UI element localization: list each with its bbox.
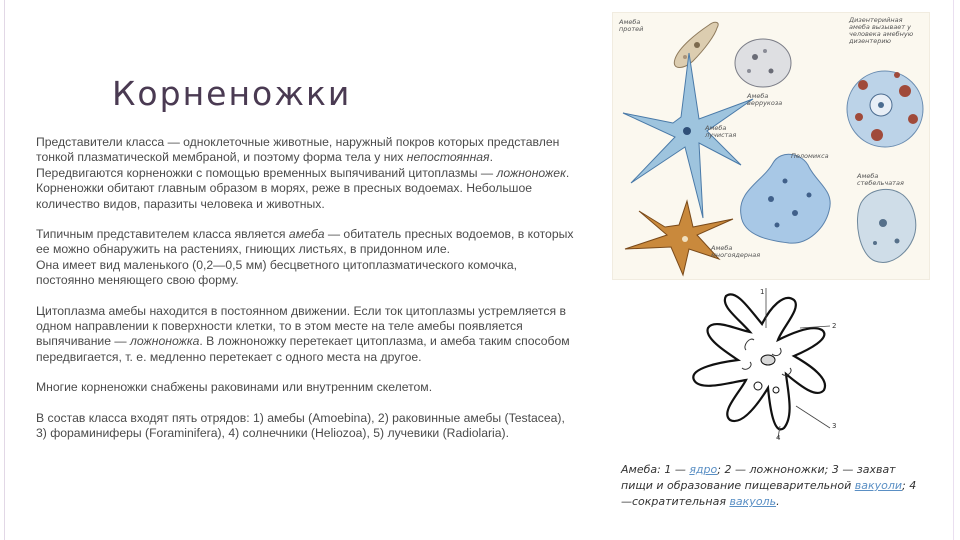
amoeba-proteus-drawing	[674, 22, 718, 67]
page-title: Корненожки	[112, 74, 352, 113]
dysentery-amoeba-drawing	[847, 71, 923, 147]
paragraph-1-text-a: Представители класса — одноклеточные животные, наружный покров которых представлен тонкой плазматической мембраной, и поэтому форма тела у них	[36, 135, 560, 165]
label-number-4: 4	[776, 434, 781, 442]
paragraph-4: Она имеет вид маленького (0,2—0,5 мм) бесцветного цитоплазматического комочка, постоянно меняющего свою форму.	[36, 257, 518, 288]
term-pseudopods: ложноножек	[496, 165, 566, 180]
term-amoeba: амеба	[288, 227, 325, 242]
paragraph-1-text-b: . Передвигаются корненожки с помощью временных выпячиваний цитоплазмы —	[36, 150, 497, 180]
label-number-1: 1	[760, 288, 765, 296]
paragraph-3	[36, 227, 576, 258]
term-pseudopod: ложноножка	[129, 334, 200, 349]
label-number-2: 2	[832, 322, 837, 330]
right-border-line	[953, 0, 954, 540]
label-amoeba-proteus: Амеба протей	[619, 18, 644, 33]
paragraph-6: Многие корненожки снабжены раковинами или внутренним скелетом.	[36, 380, 433, 395]
stalked-amoeba-drawing	[857, 189, 915, 262]
caption-text-4: .	[776, 495, 780, 508]
paragraph-3-text-a: Типичным представителем класса является	[36, 227, 289, 242]
label-amoeba-verrucosa: Амеба веррукоза	[747, 92, 783, 107]
term-non-constant: непостоянная	[406, 150, 490, 165]
paragraph-1-text-c: .	[565, 165, 570, 180]
link-vacuole[interactable]: вакуоли	[854, 479, 903, 492]
rhizopod-species-drawing	[613, 13, 929, 279]
amoeba-structure-drawing	[680, 288, 857, 446]
link-contractile-vacuole[interactable]: вакуоль	[729, 495, 777, 508]
paragraph-1	[36, 135, 576, 181]
link-nucleus[interactable]: ядро	[689, 463, 718, 476]
paragraph-5-text-a: Цитоплазма амебы находится в постоянном движении. Если ток цитоплазмы устремляется в одном направлении к поверхности клетки, то в этом месте на теле амебы появляется выпячивание —	[36, 303, 566, 349]
left-border-line	[4, 0, 5, 540]
rhizopod-species-illustration	[612, 12, 930, 280]
paragraph-2: Корненожки обитают главным образом в морях, реже в пресных водоемах. Небольшое количество видов, паразиты человека и животных.	[36, 181, 533, 211]
paragraph-3-text-b: — обитатель пресных водоемов, в которых ее можно обнаружить на растениях, гниющих листьях, в придонном иле.	[36, 227, 574, 257]
body-text	[36, 135, 576, 457]
paragraph-5	[36, 304, 576, 366]
label-number-3: 3	[832, 422, 837, 430]
caption-text-1: Амеба: 1 —	[621, 463, 690, 476]
figure-caption	[621, 462, 917, 510]
label-amoeba-stalk: Амеба стебельчатая	[857, 172, 904, 187]
paragraph-5-text-b: . В ложноножку перетекает цитоплазма, и амеба таким способом передвигается, т. е. медленно перетекает с одного места на другое.	[36, 334, 570, 364]
caption-text-3: ; 4 —сократительная	[621, 479, 917, 508]
paragraph-7: В состав класса входят пять отрядов: 1) амебы (Amoebina), 2) раковинные амебы (Testacea), 3) фораминиферы (Foraminifera), 4) солнечники (Heliozoa), 5) лучевики (Radiolaria).	[36, 410, 565, 441]
label-dysentery-amoeba: Дизентерийная амеба вызывает у человека амебную дизентерию	[849, 16, 914, 45]
amoeba-structure-diagram	[680, 288, 857, 446]
label-pelomyxa: Пеломикса	[791, 152, 829, 160]
pelomyxa-drawing	[741, 154, 831, 243]
amoeba-verrucosa-drawing	[735, 39, 791, 87]
caption-text-2: ; 2 — ложноножки; 3 — захват пищи и образование пищеварительной	[621, 463, 896, 492]
multinuclear-amoeba-drawing	[625, 201, 733, 275]
label-amoeba-multinuclear: Амеба многоядерная	[711, 244, 761, 259]
label-amoeba-radiosa: Амеба лучистая	[705, 124, 737, 139]
